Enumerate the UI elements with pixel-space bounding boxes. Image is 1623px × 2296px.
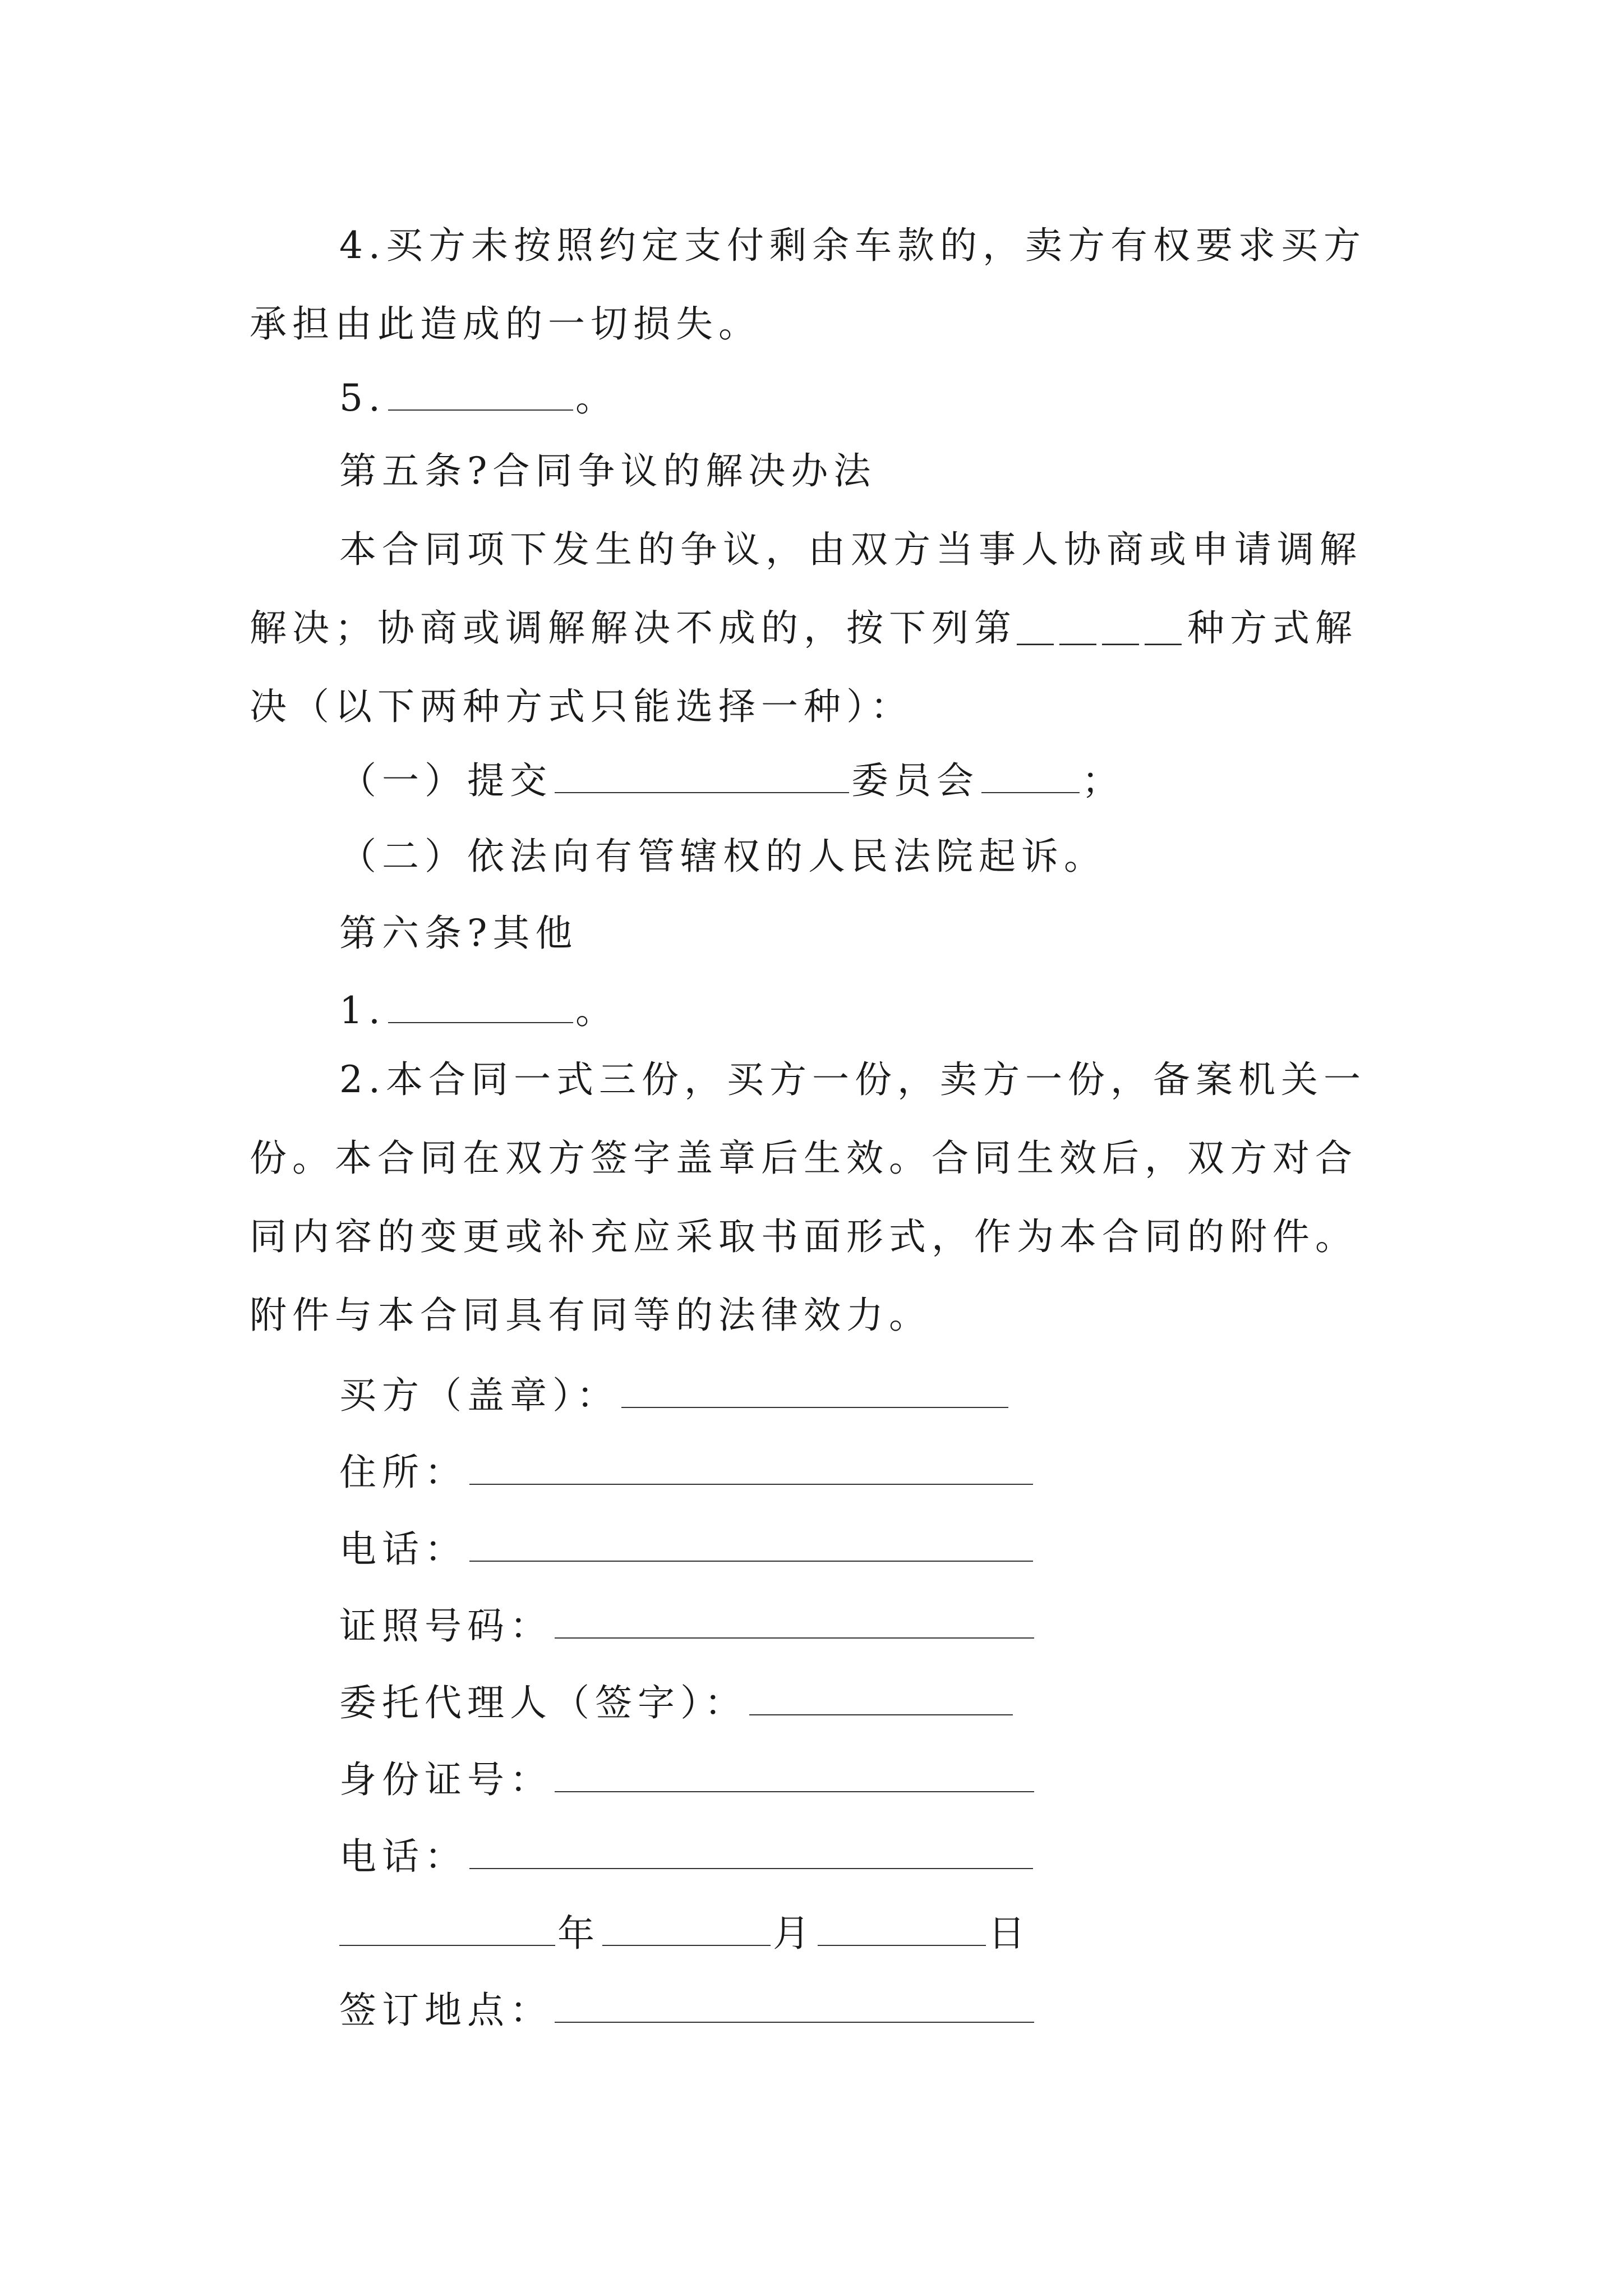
year-blank[interactable] bbox=[339, 1910, 555, 1946]
sig-id-label: 证照号码： bbox=[339, 1604, 552, 1648]
sig-agent-label: 委托代理人（签字）： bbox=[339, 1681, 747, 1724]
sig-address-label: 住所： bbox=[339, 1451, 467, 1494]
clause-item-5 bbox=[339, 375, 618, 421]
sig-phone-input[interactable] bbox=[469, 1526, 1033, 1562]
year-label: 年 bbox=[557, 1912, 600, 1955]
punctuation: 。 bbox=[575, 989, 618, 1032]
clause-item-4: 4.买方未按照约定支付剩余车款的，卖方有权要求买方承担由此造成的一切损失。 bbox=[250, 224, 1366, 346]
day-blank[interactable] bbox=[818, 1910, 986, 1946]
date-row bbox=[339, 1910, 1031, 1956]
sig-agent-row bbox=[339, 1680, 1015, 1726]
sig-agent-input[interactable] bbox=[749, 1680, 1013, 1715]
option-1-committee: 委员会 bbox=[851, 759, 979, 802]
clause-6-item-1 bbox=[339, 987, 618, 1033]
item-number: 1. bbox=[339, 989, 386, 1032]
sig-phone2-input[interactable] bbox=[469, 1833, 1033, 1869]
sig-buyer-label: 买方（盖章）： bbox=[339, 1374, 619, 1417]
sig-idcard-row bbox=[339, 1756, 1036, 1802]
sig-phone-row bbox=[339, 1526, 1035, 1572]
clause-6-item-2: 2.本合同一式三份，买方一份，卖方一份，备案机关一份。本合同在双方签字盖章后生效。合同生效后，双方对合同内容的变更或补充应采取书面形式，作为本合同的附件。附件与本合同具有同等的法律效力。 bbox=[250, 1058, 1366, 1337]
punctuation: ； bbox=[1082, 759, 1124, 802]
sig-phone-label: 电话： bbox=[339, 1527, 467, 1571]
sig-address-row bbox=[339, 1449, 1035, 1495]
sig-place-label: 签订地点： bbox=[339, 1989, 552, 2032]
sig-buyer-input[interactable] bbox=[621, 1372, 1008, 1408]
month-label: 月 bbox=[773, 1912, 815, 1955]
sig-idcard-input[interactable] bbox=[555, 1756, 1034, 1792]
sig-place-input[interactable] bbox=[555, 1987, 1034, 2023]
article-5-body: 本合同项下发生的争议，由双方当事人协商或申请调解解决；协商或调解解决不成的，按下列第＿＿＿＿种方式解决（以下两种方式只能选择一种）： bbox=[250, 528, 1362, 728]
month-blank[interactable] bbox=[602, 1910, 771, 1946]
fill-blank[interactable] bbox=[388, 987, 573, 1023]
sig-place-row bbox=[339, 1987, 1036, 2033]
fill-blank[interactable] bbox=[388, 375, 573, 411]
day-label: 日 bbox=[988, 1912, 1031, 1955]
option-1-label: （一）提交 bbox=[339, 759, 552, 802]
sig-address-input[interactable] bbox=[469, 1449, 1033, 1485]
item-number: 5. bbox=[339, 376, 386, 420]
arbitration-name-blank[interactable] bbox=[555, 757, 849, 793]
article-5-title: 第五条?合同争议的解决办法 bbox=[339, 449, 877, 493]
sig-buyer-row bbox=[339, 1372, 1011, 1418]
sig-idcard-label: 身份证号： bbox=[339, 1758, 552, 1801]
sig-phone2-label: 电话： bbox=[339, 1835, 467, 1878]
option-1 bbox=[339, 757, 1124, 803]
sig-id-input[interactable] bbox=[555, 1603, 1034, 1639]
sig-id-row bbox=[339, 1603, 1036, 1649]
option-2: （二）依法向有管辖权的人民法院起诉。 bbox=[339, 835, 1106, 878]
arbitration-blank[interactable] bbox=[981, 757, 1080, 793]
punctuation: 。 bbox=[575, 376, 618, 420]
article-6-title: 第六条?其他 bbox=[339, 912, 578, 955]
sig-phone2-row bbox=[339, 1833, 1035, 1879]
